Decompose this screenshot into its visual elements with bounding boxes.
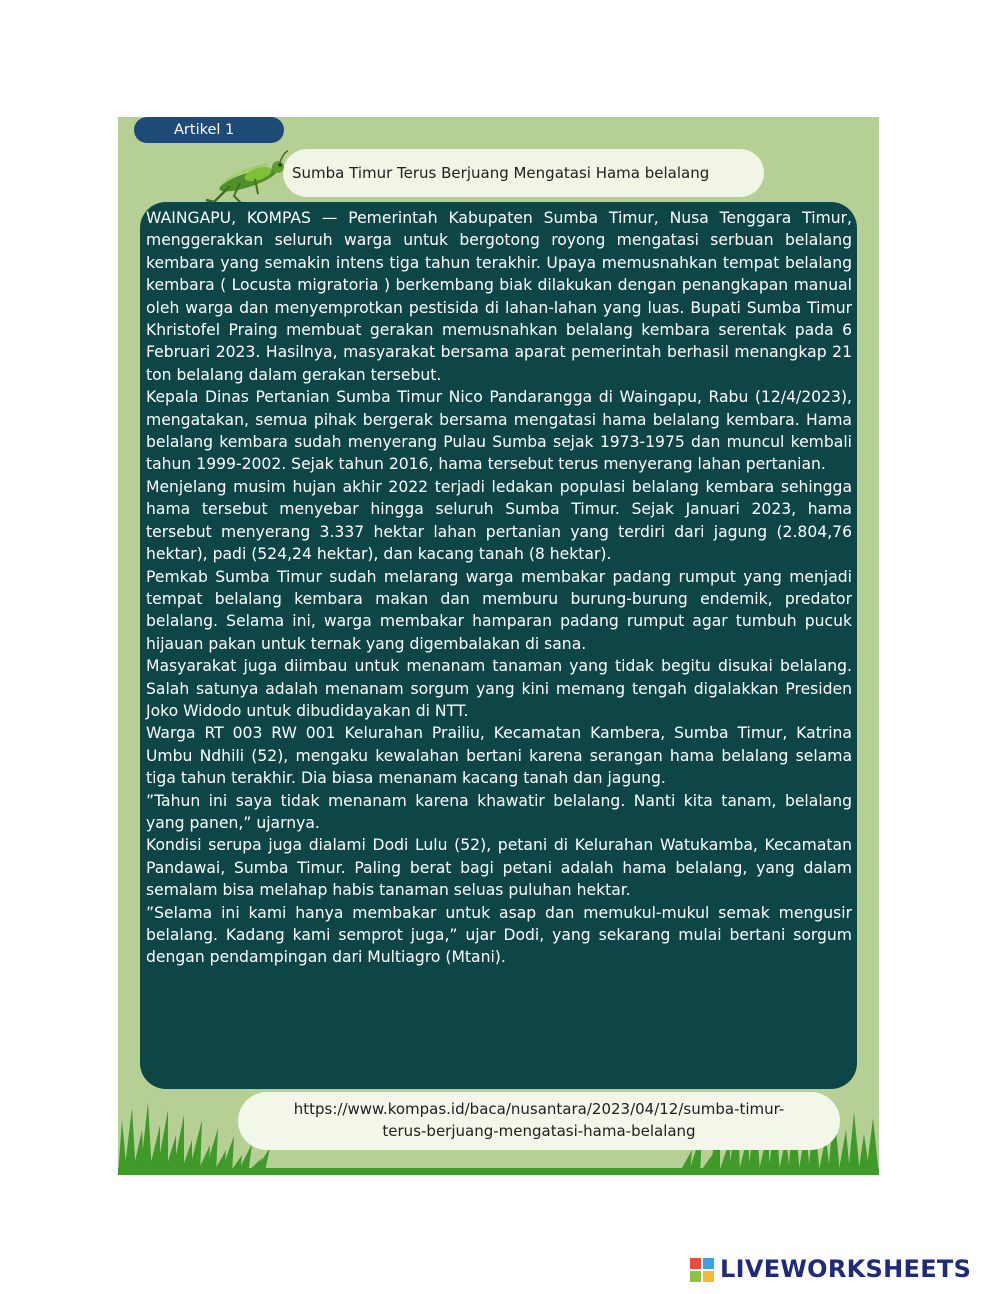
paragraph: WAINGAPU, KOMPAS — Pemerintah Kabupaten Sumba Timur, Nusa Tenggara Timur, menggerakkan seluruh warga untuk bergotong royong mengatasi serbuan belalang kembara yang semakin intens tiga tahun terakhir. Upaya memusnahkan tempat belalang kembara ( Locusta migratoria ) berkembang biak dilakukan dengan penangkapan manual oleh warga dan menyemprotkan pestisida di lahan-lahan yang luas. Bupati Sumba Timur Khristofel Praing membuat gerakan memusnahkan belalang kembara serentak pada 6 Februari 2023. Hasilnya, masyarakat bersama aparat pemerintah berhasil menangkap 21 ton belalang dalam gerakan tersebut. xyxy=(146,209,852,384)
paragraph: Kepala Dinas Pertanian Sumba Timur Nico Pandarangga di Waingapu, Rabu (12/4/2023), mengatakan, semua pihak bergerak bersama mengatasi hama belalang kembara. Hama belalang kembara sudah menyerang Pulau Sumba sejak 1973-1975 dan muncul kembali tahun 1999-2002. Sejak tahun 2016, hama tersebut terus menyerang lahan pertanian. xyxy=(146,388,852,474)
paragraph: Kondisi serupa juga dialami Dodi Lulu (52), petani di Kelurahan Watukamba, Kecamatan Pandawai, Sumba Timur. Paling berat bagi petani adalah hama belalang, yang dalam semalam bisa melahap habis tanaman seluas puluhan hektar. xyxy=(146,836,852,900)
source-url-line-1: https://www.kompas.id/baca/nusantara/2023/04/12/sumba-timur- xyxy=(293,1100,785,1118)
brand-name: LIVEWORKSHEETS xyxy=(720,1255,972,1283)
source-url[interactable] xyxy=(238,1098,840,1142)
liveworksheets-logo-icon xyxy=(690,1258,714,1282)
paragraph: Masyarakat juga diimbau untuk menanam tanaman yang tidak begitu disukai belalang. Salah satunya adalah menanam sorgum yang kini memang tengah digalakkan Presiden Joko Widodo untuk dibudidayakan di NTT. xyxy=(146,657,852,720)
paragraph: ”Selama ini kami hanya membakar untuk asap dan memukul-mukul semak mengusir belalang. Kadang kami semprot juga,” ujar Dodi, yang sekarang mulai bertani sorgum dengan pendampingan dari Multiagro (Mtani). xyxy=(146,903,852,967)
paragraph: Pemkab Sumba Timur sudah melarang warga membakar padang rumput yang menjadi tempat belalang kembara makan dan memburu burung-burung endemik, predator belalang. Selama ini, warga membakar hamparan padang rumput agar tumbuh pucuk hijauan pakan untuk ternak yang digembalakan di sana. xyxy=(146,567,852,653)
article-label-badge: Artikel 1 xyxy=(134,117,284,143)
paragraph: Warga RT 003 RW 001 Kelurahan Prailiu, Kecamatan Kambera, Sumba Timur, Katrina Umbu Ndhili (52), mengaku kewalahan bertani karena serangan hama belalang selama tiga tahun terakhir. Dia biasa menanam kacang tanah dan jagung. xyxy=(146,724,852,788)
source-url-line-2: terus-berjuang-mengatasi-hama-belalang xyxy=(382,1122,696,1140)
paragraph: ”Tahun ini saya tidak menanam karena khawatir belalang. Nanti kita tanam, belalang yang panen,” ujarnya. xyxy=(146,791,852,832)
article-title: Sumba Timur Terus Berjuang Mengatasi Hama belalang xyxy=(292,164,710,182)
grasshopper-icon xyxy=(200,150,290,210)
article-body xyxy=(146,207,852,969)
paragraph: Menjelang musim hujan akhir 2022 terjadi ledakan populasi belalang kembara sehingga hama tersebut menyebar hingga seluruh Sumba Timur. Sejak Januari 2023, hama tersebut menyerang 3.337 hektar lahan pertanian yang terdiri dari jagung (2.804,76 hektar), padi (524,24 hektar), dan kacang tanah (8 hektar). xyxy=(146,477,852,564)
